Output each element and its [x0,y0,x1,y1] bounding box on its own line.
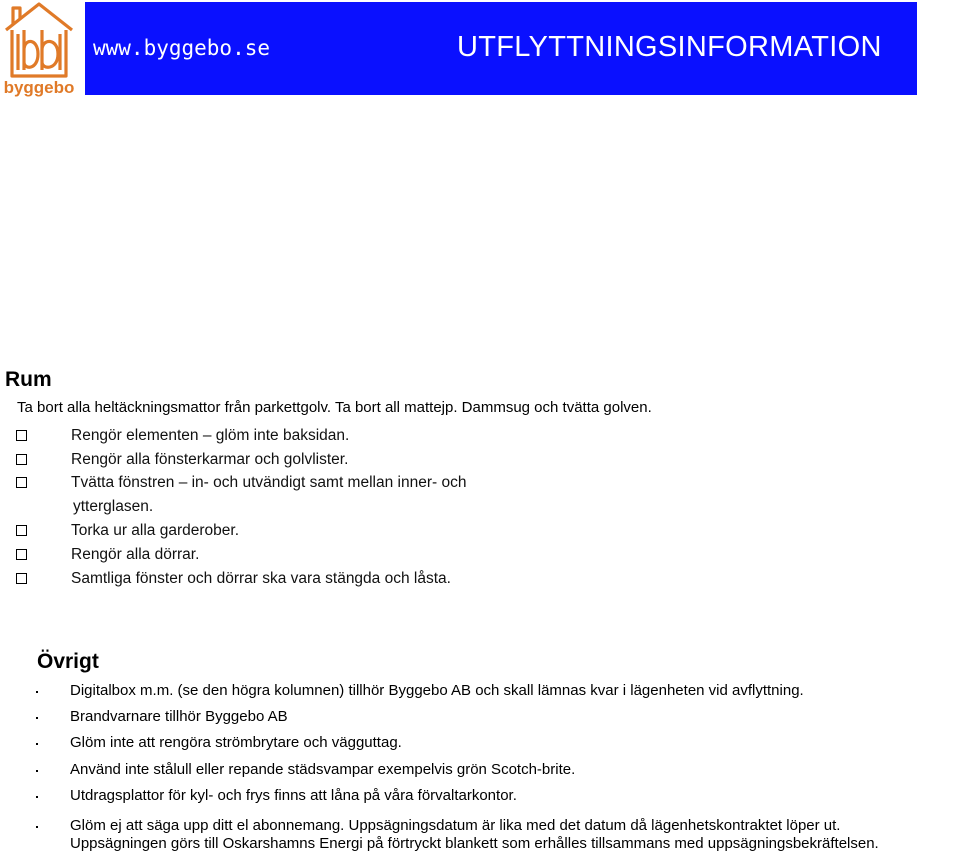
byggebo-logo [2,0,76,98]
checkbox-icon[interactable] [16,549,27,560]
checkbox-icon[interactable] [16,525,27,536]
checklist-item-label: Rengör elementen – glöm inte baksidan. [71,427,350,444]
checkbox-icon[interactable] [16,573,27,584]
rum-intro-text: Ta bort alla heltäckningsmattor från parkettgolv. Ta bort all mattejp. Dammsug och tvätta golven. [17,399,652,416]
section-heading-ovrigt: Övrigt [37,650,99,673]
list-item-text: Digitalbox m.m. (se den högra kolumnen) tillhör Byggebo AB och skall lämnas kvar i lägenheten vid avflyttning. [70,682,804,699]
bullet-icon [36,691,38,693]
list-item-text: Glöm inte att rengöra strömbrytare och vägguttag. [70,734,402,751]
list-item-text: Utdragsplattor för kyl- och frys finns att låna på våra förvaltarkontor. [70,787,517,804]
list-item-text: Glöm ej att säga upp ditt el abonnemang. Uppsägningsdatum är lika med det datum då lägenhetskontraktet löper ut. [70,817,841,834]
header-banner [85,2,917,95]
section-heading-rum: Rum [5,368,52,391]
logo-wordmark: byggebo [3,78,75,97]
checklist-item-label: Torka ur alla garderober. [71,522,240,539]
bullet-icon [36,770,38,772]
checklist-item-label: Tvätta fönstren – in- och utvändigt samt mellan inner- och [71,474,467,491]
list-item-text: Använd inte stålull eller repande städsvampar exempelvis grön Scotch-brite. [70,761,576,778]
site-url-link[interactable]: www.byggebo.se [93,36,271,60]
checklist-item-label: Samtliga fönster och dörrar ska vara stängda och låsta. [71,570,451,587]
page-title: UTFLYTTNINGSINFORMATION [457,31,882,63]
bullet-icon [36,796,38,798]
bullet-icon [36,743,38,745]
list-item-text: Brandvarnare tillhör Byggebo AB [70,708,288,725]
checklist-item-label: Rengör alla dörrar. [71,546,200,563]
checkbox-icon[interactable] [16,430,27,441]
checkbox-icon[interactable] [16,454,27,465]
bullet-icon [36,826,38,828]
bullet-icon [36,717,38,719]
checklist-item-label: Rengör alla fönsterkarmar och golvlister. [71,451,349,468]
checkbox-icon[interactable] [16,477,27,488]
checklist-item-label: ytterglasen. [73,498,154,515]
list-item-text-continuation: Uppsägningen görs till Oskarshamns Energi på förtryckt blankett som erhålles tillsammans med uppsägningsbekräftelsen. [70,835,879,852]
